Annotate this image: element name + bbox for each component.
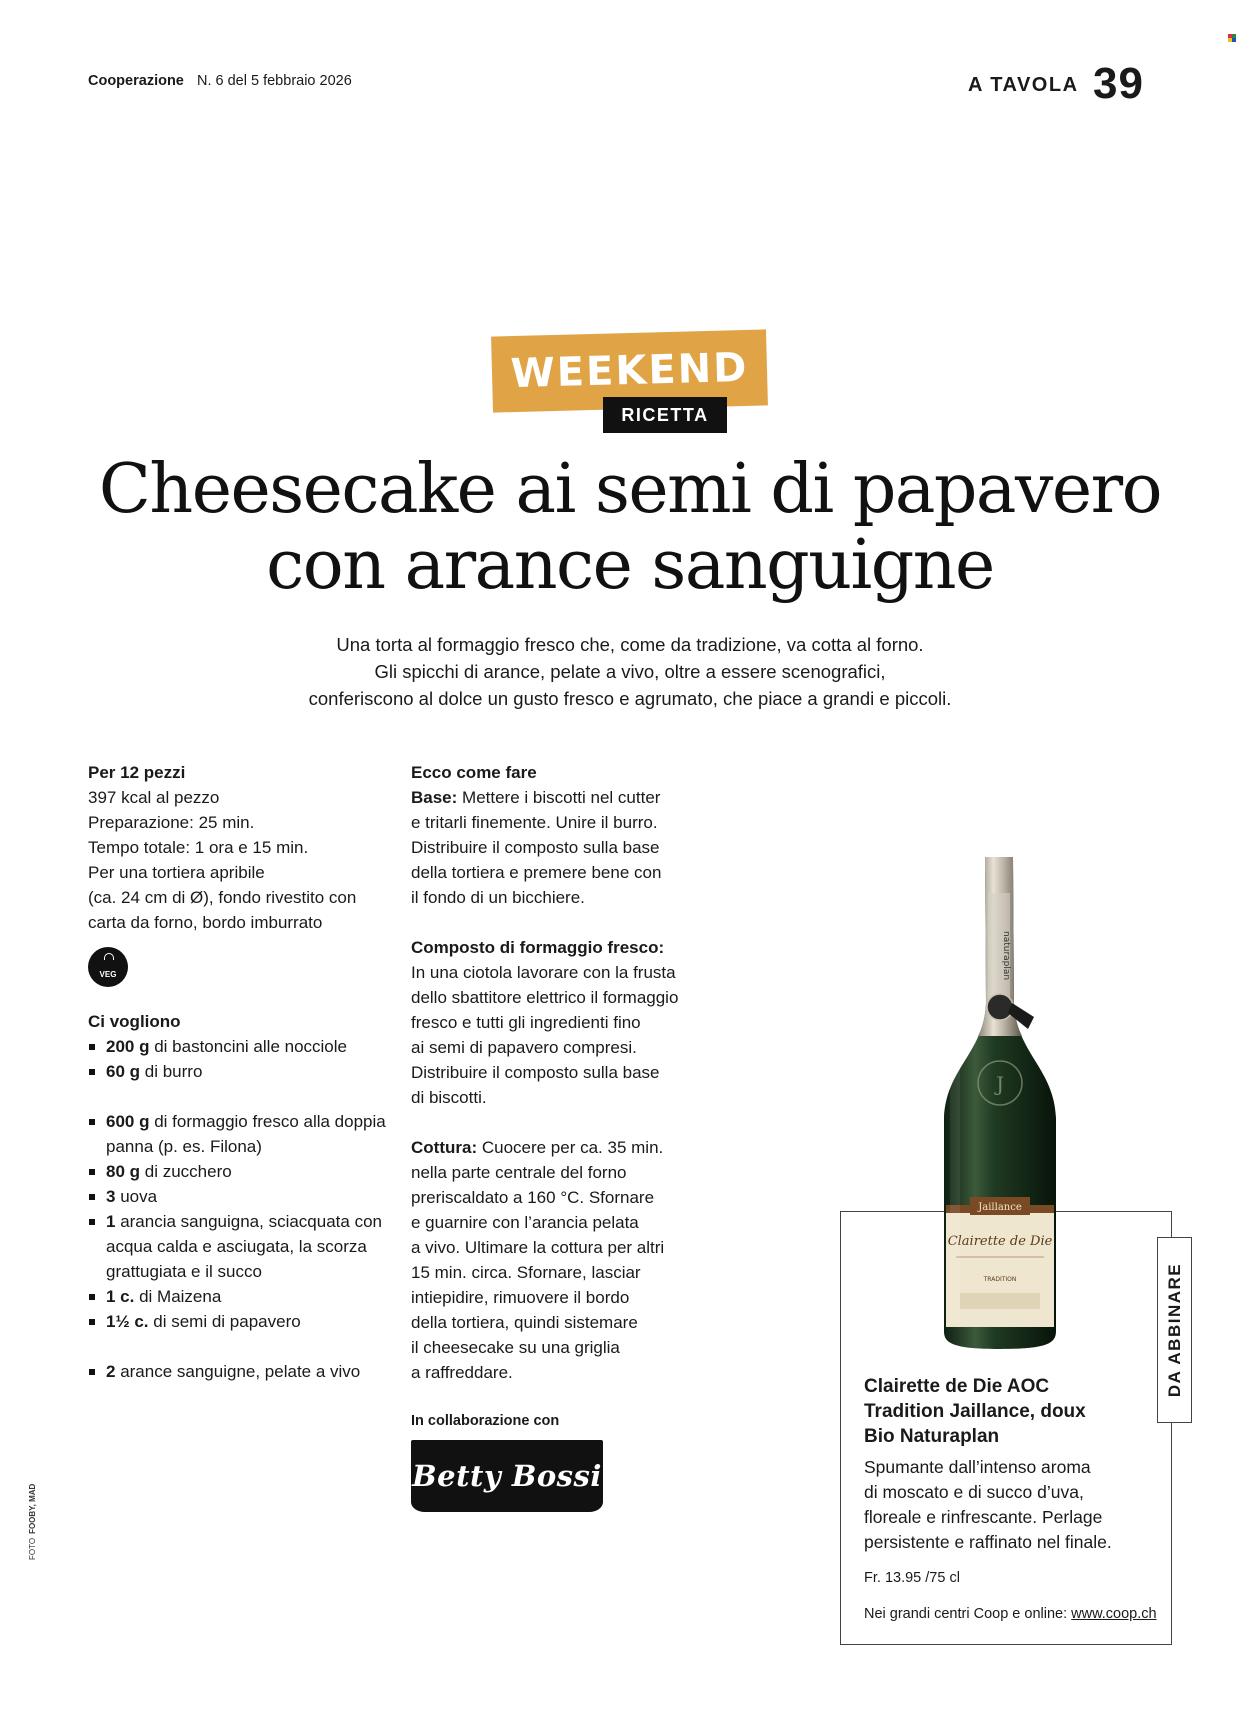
ingredient-text: uova [115, 1187, 158, 1206]
coop-link[interactable]: www.coop.ch [1071, 1606, 1157, 1622]
photo-credit [28, 1460, 37, 1560]
wine-description-line: Spumante dall’intenso aroma [864, 1457, 1091, 1477]
ingredient-qty: 600 g [106, 1112, 150, 1131]
wine-name-line: Tradition Jaillance, doux [864, 1401, 1086, 1422]
ingredient-text: arance sanguigne, pelate a vivo [115, 1362, 361, 1381]
ingredient-text: di semi di papavero [148, 1312, 301, 1331]
pairing-text [864, 1374, 1164, 1555]
info-line: (ca. 24 cm di Ø), fondo rivestito con [88, 888, 357, 907]
wine-bottle-image [930, 853, 1070, 1353]
step-line: Distribuire il composto sulla base [411, 838, 660, 857]
wine-name-line: Bio Naturaplan [864, 1426, 1000, 1447]
wine-description-line: floreale e rinfrescante. Perlage [864, 1507, 1103, 1527]
ingredient-text: di bastoncini alle nocciole [149, 1037, 347, 1056]
step-line: nella parte centrale del forno [411, 1163, 627, 1182]
method-step-base [411, 785, 741, 910]
photo-credit-value: FOOBY, MAD [28, 1483, 37, 1534]
publication-name: Cooperazione [88, 73, 184, 89]
ingredients-list [88, 1034, 398, 1384]
list-item [88, 1359, 398, 1384]
ingredient-qty: 80 g [106, 1162, 141, 1181]
ingredient-text: di burro [140, 1062, 203, 1081]
ingredient-text: di zucchero [140, 1162, 232, 1181]
ingredient-qty: 1 [106, 1212, 116, 1231]
wine-description-line: di moscato e di succo d’uva, [864, 1482, 1084, 1502]
list-item [88, 1109, 398, 1159]
lead-line: conferiscono al dolce un gusto fresco e agrumato, che piace a grandi e piccoli. [308, 688, 952, 709]
recipe-info-column [88, 760, 398, 1384]
ingredient-qty: 60 g [106, 1062, 141, 1081]
step-line: della tortiera, quindi sistemare [411, 1313, 638, 1332]
step-line: dello sbattitore elettrico il formaggio [411, 988, 679, 1007]
step-line: In una ciotola lavorare con la frusta [411, 963, 676, 982]
step-label: Base: [411, 788, 458, 807]
lead-line: Gli spicchi di arance, pelate a vivo, oltre a essere scenografici, [374, 661, 886, 682]
lead-line: Una torta al formaggio fresco che, come da tradizione, va cotta al forno. [336, 634, 924, 655]
step-label: Cottura: [411, 1138, 478, 1157]
title-line: con arance sanguigne [266, 526, 994, 605]
servings-heading: Per 12 pezzi [88, 763, 186, 782]
step-label: Composto di formaggio fresco: [411, 938, 665, 957]
list-item [88, 1209, 398, 1284]
ingredients-heading: Ci vogliono [88, 1012, 181, 1031]
info-line: Preparazione: 25 min. [88, 813, 255, 832]
list-item [88, 1059, 398, 1084]
ingredient-qty: 1½ c. [106, 1312, 149, 1331]
ingredient-text: arancia sanguigna, sciacquata con acqua calda e asciugata, la scorza grattugiata e il succo [106, 1212, 382, 1281]
step-line: il cheesecake su una griglia [411, 1338, 620, 1357]
lead-paragraph [160, 631, 1100, 712]
step-line: 15 min. circa. Sfornare, lasciar [411, 1263, 641, 1282]
method-step-cream [411, 935, 741, 1110]
collaboration-label: In collaborazione con [411, 1413, 560, 1429]
method-column [411, 760, 741, 1410]
page-number: 39 [1093, 59, 1144, 108]
ingredient-qty: 1 c. [106, 1287, 135, 1306]
bottle-tradition: TRADITION [983, 1276, 1017, 1283]
weekend-label: WEEKEND [510, 344, 749, 398]
wine-availability [864, 1606, 1157, 1622]
title-line: Cheesecake ai semi di papavero [98, 450, 1162, 529]
photo-credit-label: FOTO [28, 1537, 37, 1560]
step-line: di biscotti. [411, 1088, 487, 1107]
ricetta-badge [603, 397, 727, 433]
info-line: Tempo totale: 1 ora e 15 min. [88, 838, 309, 857]
ingredient-text: di formaggio fresco alla doppia panna (p. es. Filona) [106, 1112, 386, 1156]
list-item [88, 1309, 398, 1334]
ingredient-text: di Maizena [134, 1287, 222, 1306]
veg-icon-label: VEG [99, 970, 117, 979]
list-item [88, 1184, 398, 1209]
issue-date: N. 6 del 5 febbraio 2026 [197, 73, 352, 89]
step-line: della tortiera e premere bene con [411, 863, 662, 882]
step-line: a vivo. Ultimare la cottura per altri [411, 1238, 665, 1257]
bottle-brand: Jaillance [978, 1202, 1022, 1213]
wine-description [864, 1455, 1164, 1555]
wine-name [864, 1374, 1164, 1449]
wine-price: Fr. 13.95 /75 cl [864, 1570, 960, 1586]
list-item [88, 1034, 398, 1059]
svg-text:J: J [995, 1072, 1005, 1096]
ingredient-qty: 2 [106, 1362, 116, 1381]
pairing-tab-label: DA ABBINARE [1164, 1262, 1184, 1398]
step-line: e tritarli finemente. Unire il burro. [411, 813, 658, 832]
section-title: A TAVOLA [968, 74, 1079, 96]
wine-description-line: persistente e raffinato nel finale. [864, 1532, 1112, 1552]
step-line: e guarnire con l’arancia pelata [411, 1213, 639, 1232]
step-line: Cuocere per ca. 35 min. [477, 1138, 664, 1157]
ingredient-qty: 3 [106, 1187, 116, 1206]
info-line: 397 kcal al pezzo [88, 788, 220, 807]
step-line: Mettere i biscotti nel cutter [457, 788, 661, 807]
list-item [88, 1284, 398, 1309]
method-step-baking [411, 1135, 741, 1385]
step-line: intiepidire, rimuovere il bordo [411, 1288, 630, 1307]
veg-icon [88, 947, 128, 987]
info-line: carta da forno, bordo imburrato [88, 913, 323, 932]
step-line: preriscaldato a 160 °C. Sfornare [411, 1188, 655, 1207]
method-heading: Ecco come fare [411, 763, 537, 782]
step-line: fresco e tutti gli ingredienti fino [411, 1013, 641, 1032]
recipe-title [60, 452, 1200, 604]
bottle-product: Clairette de Die [947, 1234, 1053, 1249]
color-registration-mark [1228, 34, 1236, 42]
ricetta-label: RICETTA [621, 404, 709, 425]
step-line: il fondo di un bicchiere. [411, 888, 585, 907]
betty-bossi-logo [411, 1440, 603, 1512]
info-line: Per una tortiera apribile [88, 863, 265, 882]
step-line: ai semi di papavero compresi. [411, 1038, 637, 1057]
neck-text: naturaplan [1001, 931, 1011, 981]
list-item [88, 1159, 398, 1184]
step-line: Distribuire il composto sulla base [411, 1063, 660, 1082]
availability-text: Nei grandi centri Coop e online: [864, 1606, 1072, 1622]
ingredient-qty: 200 g [106, 1037, 150, 1056]
step-line: a raffreddare. [411, 1363, 513, 1382]
betty-bossi-wordmark: Betty Bossi [412, 1459, 602, 1493]
wine-name-line: Clairette de Die AOC [864, 1376, 1050, 1397]
